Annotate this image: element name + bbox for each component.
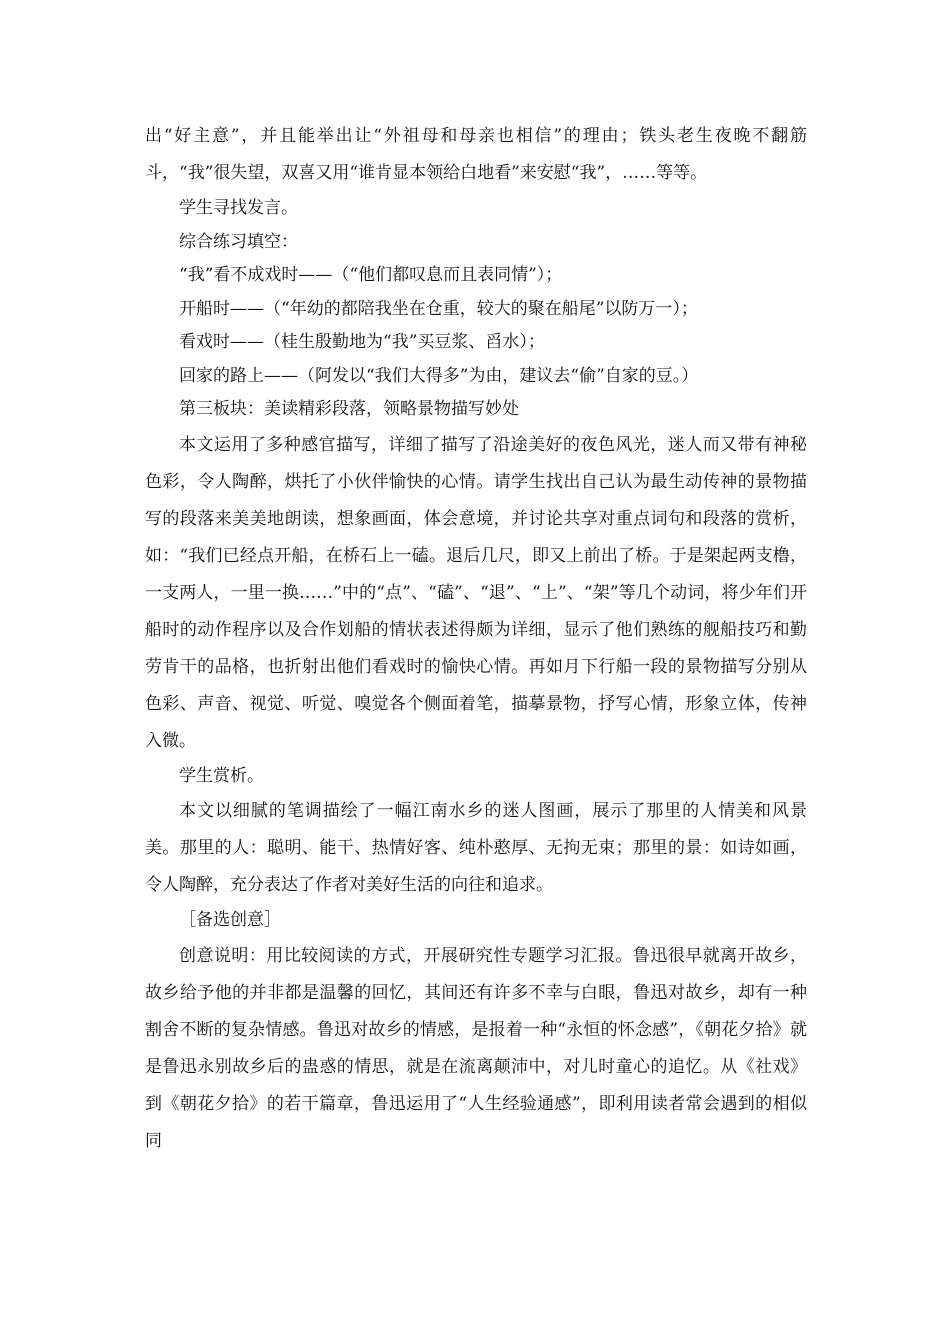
paragraph-continuation: 出“好主意”，并且能举出让“外祖母和母亲也相信”的理由；铁头老生夜晚不翻筋斗，“我”很失望，双喜又用“谁肯显本领给白地看”来安慰“我”，……等等。 bbox=[145, 126, 807, 183]
paragraph-scenery-analysis: 本文运用了多种感官描写，详细了描写了沿途美好的夜色风光，迷人而又带有神秘色彩，令人陶醉，烘托了小伙伴愉快的心情。请学生找出自己认为最生动传神的景物描写的段落来美美地朗读，想象画面，体会意境，并讨论共享对重点词句和段落的赏析，如：“我们已经点开船，在桥石上一磕。退后几尺，即又上前出了桥。于是架起两支橹，一支两人，一里一换……”中的“点”、“磕”、“退”、“上”、“架”等几个动词，将少年们开船时的动作程序以及合作划船的情状表述得颇为详细，显示了他们熟练的舰船技巧和勤劳肯干的品格，也折射出他们看戏时的愉快心情。再如月下行船一段的景物描写分别从色彩、声音、视觉、听觉、嗅觉各个侧面着笔，描摹景物，抒写心情，形象立体，传神入微。 bbox=[145, 434, 807, 751]
document-body bbox=[145, 118, 807, 1160]
paragraph-exercise-item-4: 回家的路上——（阿发以“我们大得多”为由，建议去“偷”自家的豆。） bbox=[179, 365, 699, 386]
paragraph-creative-description: 创意说明：用比较阅读的方式，开展研究性专题学习汇报。鲁迅很早就离开故乡，故乡给予他的并非都是温馨的回忆，其间还有许多不幸与白眼，鲁迅对故乡，却有一种割舍不断的复杂情感。鲁迅对故乡的情感，是报着一种“永恒的怀念感”，《朝花夕拾》就是鲁迅永别故乡后的蛊惑的情思，就是在流离颠沛中，对儿时童心的追忆。从《社戏》到《朝花夕拾》的若干篇章，鲁迅运用了“人生经验通感”，即利用读者常会遇到的相似同 bbox=[145, 945, 807, 1151]
paragraph-student-speak: 学生寻找发言。 bbox=[179, 198, 298, 218]
paragraph-alternative-heading: ［备选创意］ bbox=[179, 910, 281, 930]
paragraph-exercise-item-1: “我”看不成戏时——（“他们都叹息而且表同情”）； bbox=[179, 265, 563, 285]
paragraph-summary: 本文以细腻的笔调描绘了一幅江南水乡的迷人图画，展示了那里的人情美和风景美。那里的人：聪明、能干、热情好客、纯朴憨厚、无拘无束；那里的景：如诗如画，令人陶醉，充分表达了作者对美好生活的向往和追求。 bbox=[145, 801, 807, 895]
paragraph-exercise-heading: 综合练习填空： bbox=[179, 231, 298, 252]
section-heading-third-block: 第三板块：美读精彩段落，领略景物描写妙处 bbox=[179, 399, 519, 419]
paragraph-exercise-item-3: 看戏时——（桂生殷勤地为“我”买豆浆、舀水）； bbox=[179, 332, 545, 352]
paragraph-exercise-item-2: 开船时——（“年幼的都陪我坐在仓重，较大的聚在船尾”以防万一）； bbox=[179, 298, 698, 319]
paragraph-student-appreciate: 学生赏析。 bbox=[179, 765, 264, 786]
